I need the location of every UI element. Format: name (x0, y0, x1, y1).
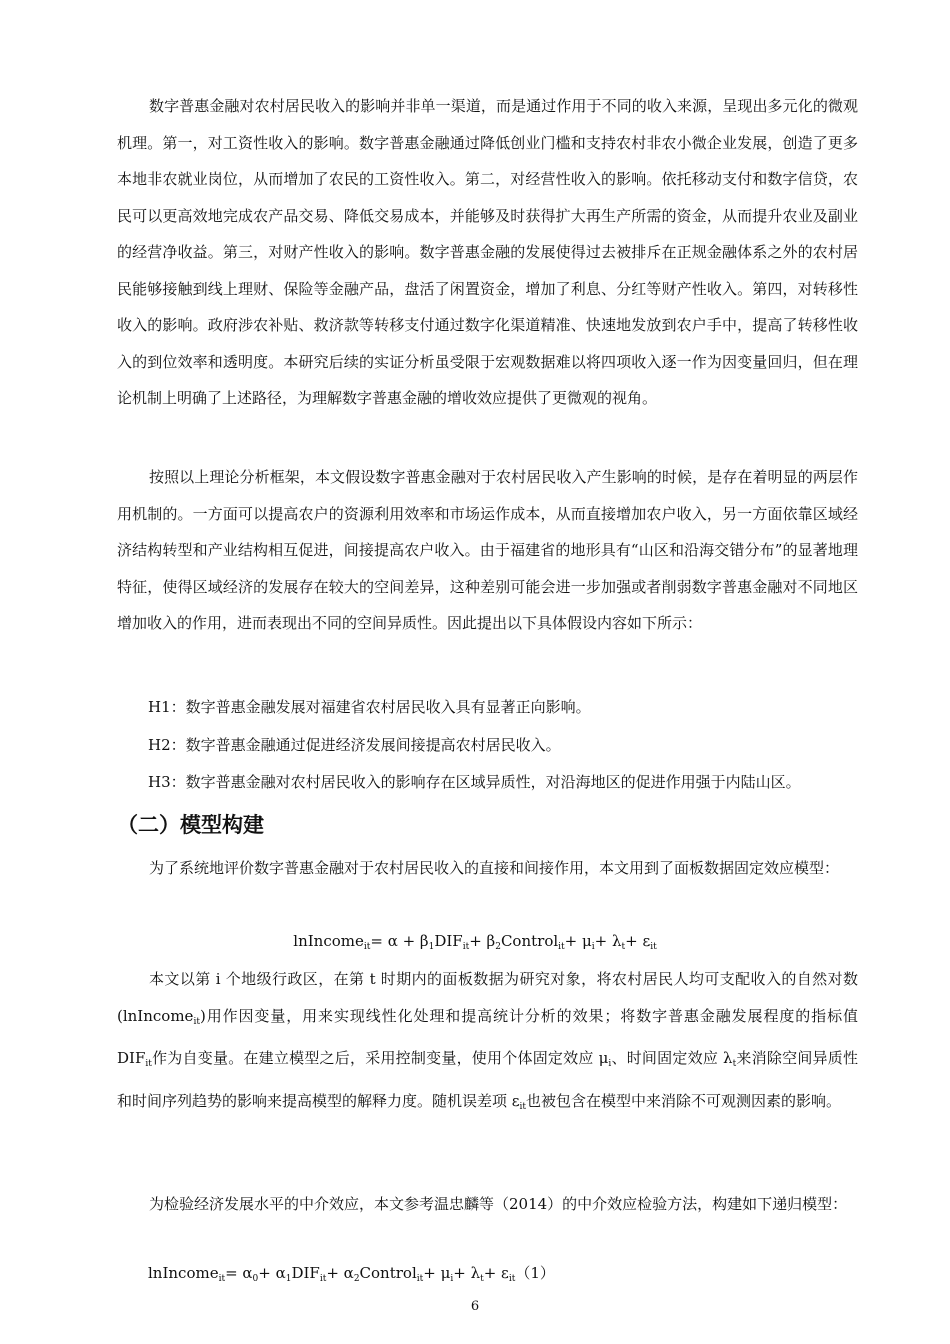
equation-1-mediation: lnIncome$_{it}$= $\alpha_0+ \alpha_1DIF_{it}+$ $\alpha_2Control_{it}+ \mu_i+ \lambda_t+ \varepsilon_{it}(1)$ (148, 1264, 555, 1284)
paragraph-mediation-intro: 为检验经济发展水平的中介效应，本文参考温忠麟等（2014）的中介效应检验方法，构建如下递归模型： (149, 1195, 848, 1213)
hypothesis-h3: H3：数字普惠金融对农村居民收入的影响存在区域异质性，对沿海地区的促进作用强于内陆山区。 (148, 773, 801, 791)
paragraph-hypothesis-intro: 按照以上理论分析框架，本文假设数字普惠金融对于农村居民收入产生影响的时候，是存在着明显的两层作用机制的。一方面可以提高农户的资源利用效率和市场运作成本，从而直接增加农户收入，另一方面依靠区域经济结构转型和产业结构相互促进，间接提高农户收入。由于福建省的地形具有“山区和沿海交错分布”的显著地理特征，使得区域经济的发展存在较大的空间差异，这种差别可能会进一步加强或者削弱数字普惠金融对不同地区增加收入的作用，进而表现出不同的空间异质性。因此提出以下具体假设内容如下所示： (117, 468, 858, 632)
hypothesis-h1: H1：数字普惠金融发展对福建省农村居民收入具有显著正向影响。 (148, 698, 591, 716)
paragraph-model-intro: 为了系统地评价数字普惠金融对于农村居民收入的直接和间接作用，本文用到了面板数据固定效应模型： (149, 859, 840, 877)
page-number: 6 (470, 1299, 480, 1314)
section-title-model-construction: （二）模型构建 (117, 813, 264, 837)
equation-fixed-effects: lnIncome$_{it}$= $\alpha + \beta_1DIF_{it}+$ $\beta_2Control_{it}+ \mu_i+ \lambda_t+ \varepsilon_{it}$ (293, 932, 657, 952)
paragraph-income-mechanism: 数字普惠金融对农村居民收入的影响并非单一渠道，而是通过作用于不同的收入来源，呈现出多元化的微观机理。第一，对工资性收入的影响。数字普惠金融通过降低创业门槛和支持农村非农小微企业发展，创造了更多本地非农就业岗位，从而增加了农民的工资性收入。第二，对经营性收入的影响。依托移动支付和数字信贷，农民可以更高效地完成农产品交易、降低交易成本，并能够及时获得扩大再生产所需的资金，从而提升农业及副业的经营净收益。第三，对财产性收入的影响。数字普惠金融的发展使得过去被排斥在正规金融体系之外的农村居民能够接触到线上理财、保险等金融产品，盘活了闲置资金，增加了利息、分红等财产性收入。第四，对转移性收入的影响。政府涉农补贴、救济款等转移支付通过数字化渠道精准、快速地发放到农户手中，提高了转移性收入的到位效率和透明度。本研究后续的实证分析虽受限于宏观数据难以将四项收入逐一作为因变量回归，但在理论机制上明确了上述路径，为理解数字普惠金融的增收效应提供了更微观的视角。 (117, 97, 858, 407)
paragraph-model-description: 本文以第 i 个地级行政区，在第 t 时期内的面板数据为研究对象，将农村居民人均可支配收入的自然对数(lnIncome$_{it}$)用作因变量，用来实现线性化处理和提高统计分析的效果；将数字普惠金融发展程度的指标值 $DIF_{it}$作为自变量。在建立模型之后，采用控制变量，使用个体固定效应 $\mu_i$、时间固定效应 $\lambda_t$来消除空间异质性和时间序列趋势的影响来提高模型的解释力度。随机误差项 $\varepsilon_{it}$也被包含在模型中来消除不可观测因素的影响。 (117, 970, 858, 1112)
equation-number: （1） (515, 1264, 555, 1282)
hypothesis-h2: H2：数字普惠金融通过促进经济发展间接提高农村居民收入。 (148, 736, 561, 754)
